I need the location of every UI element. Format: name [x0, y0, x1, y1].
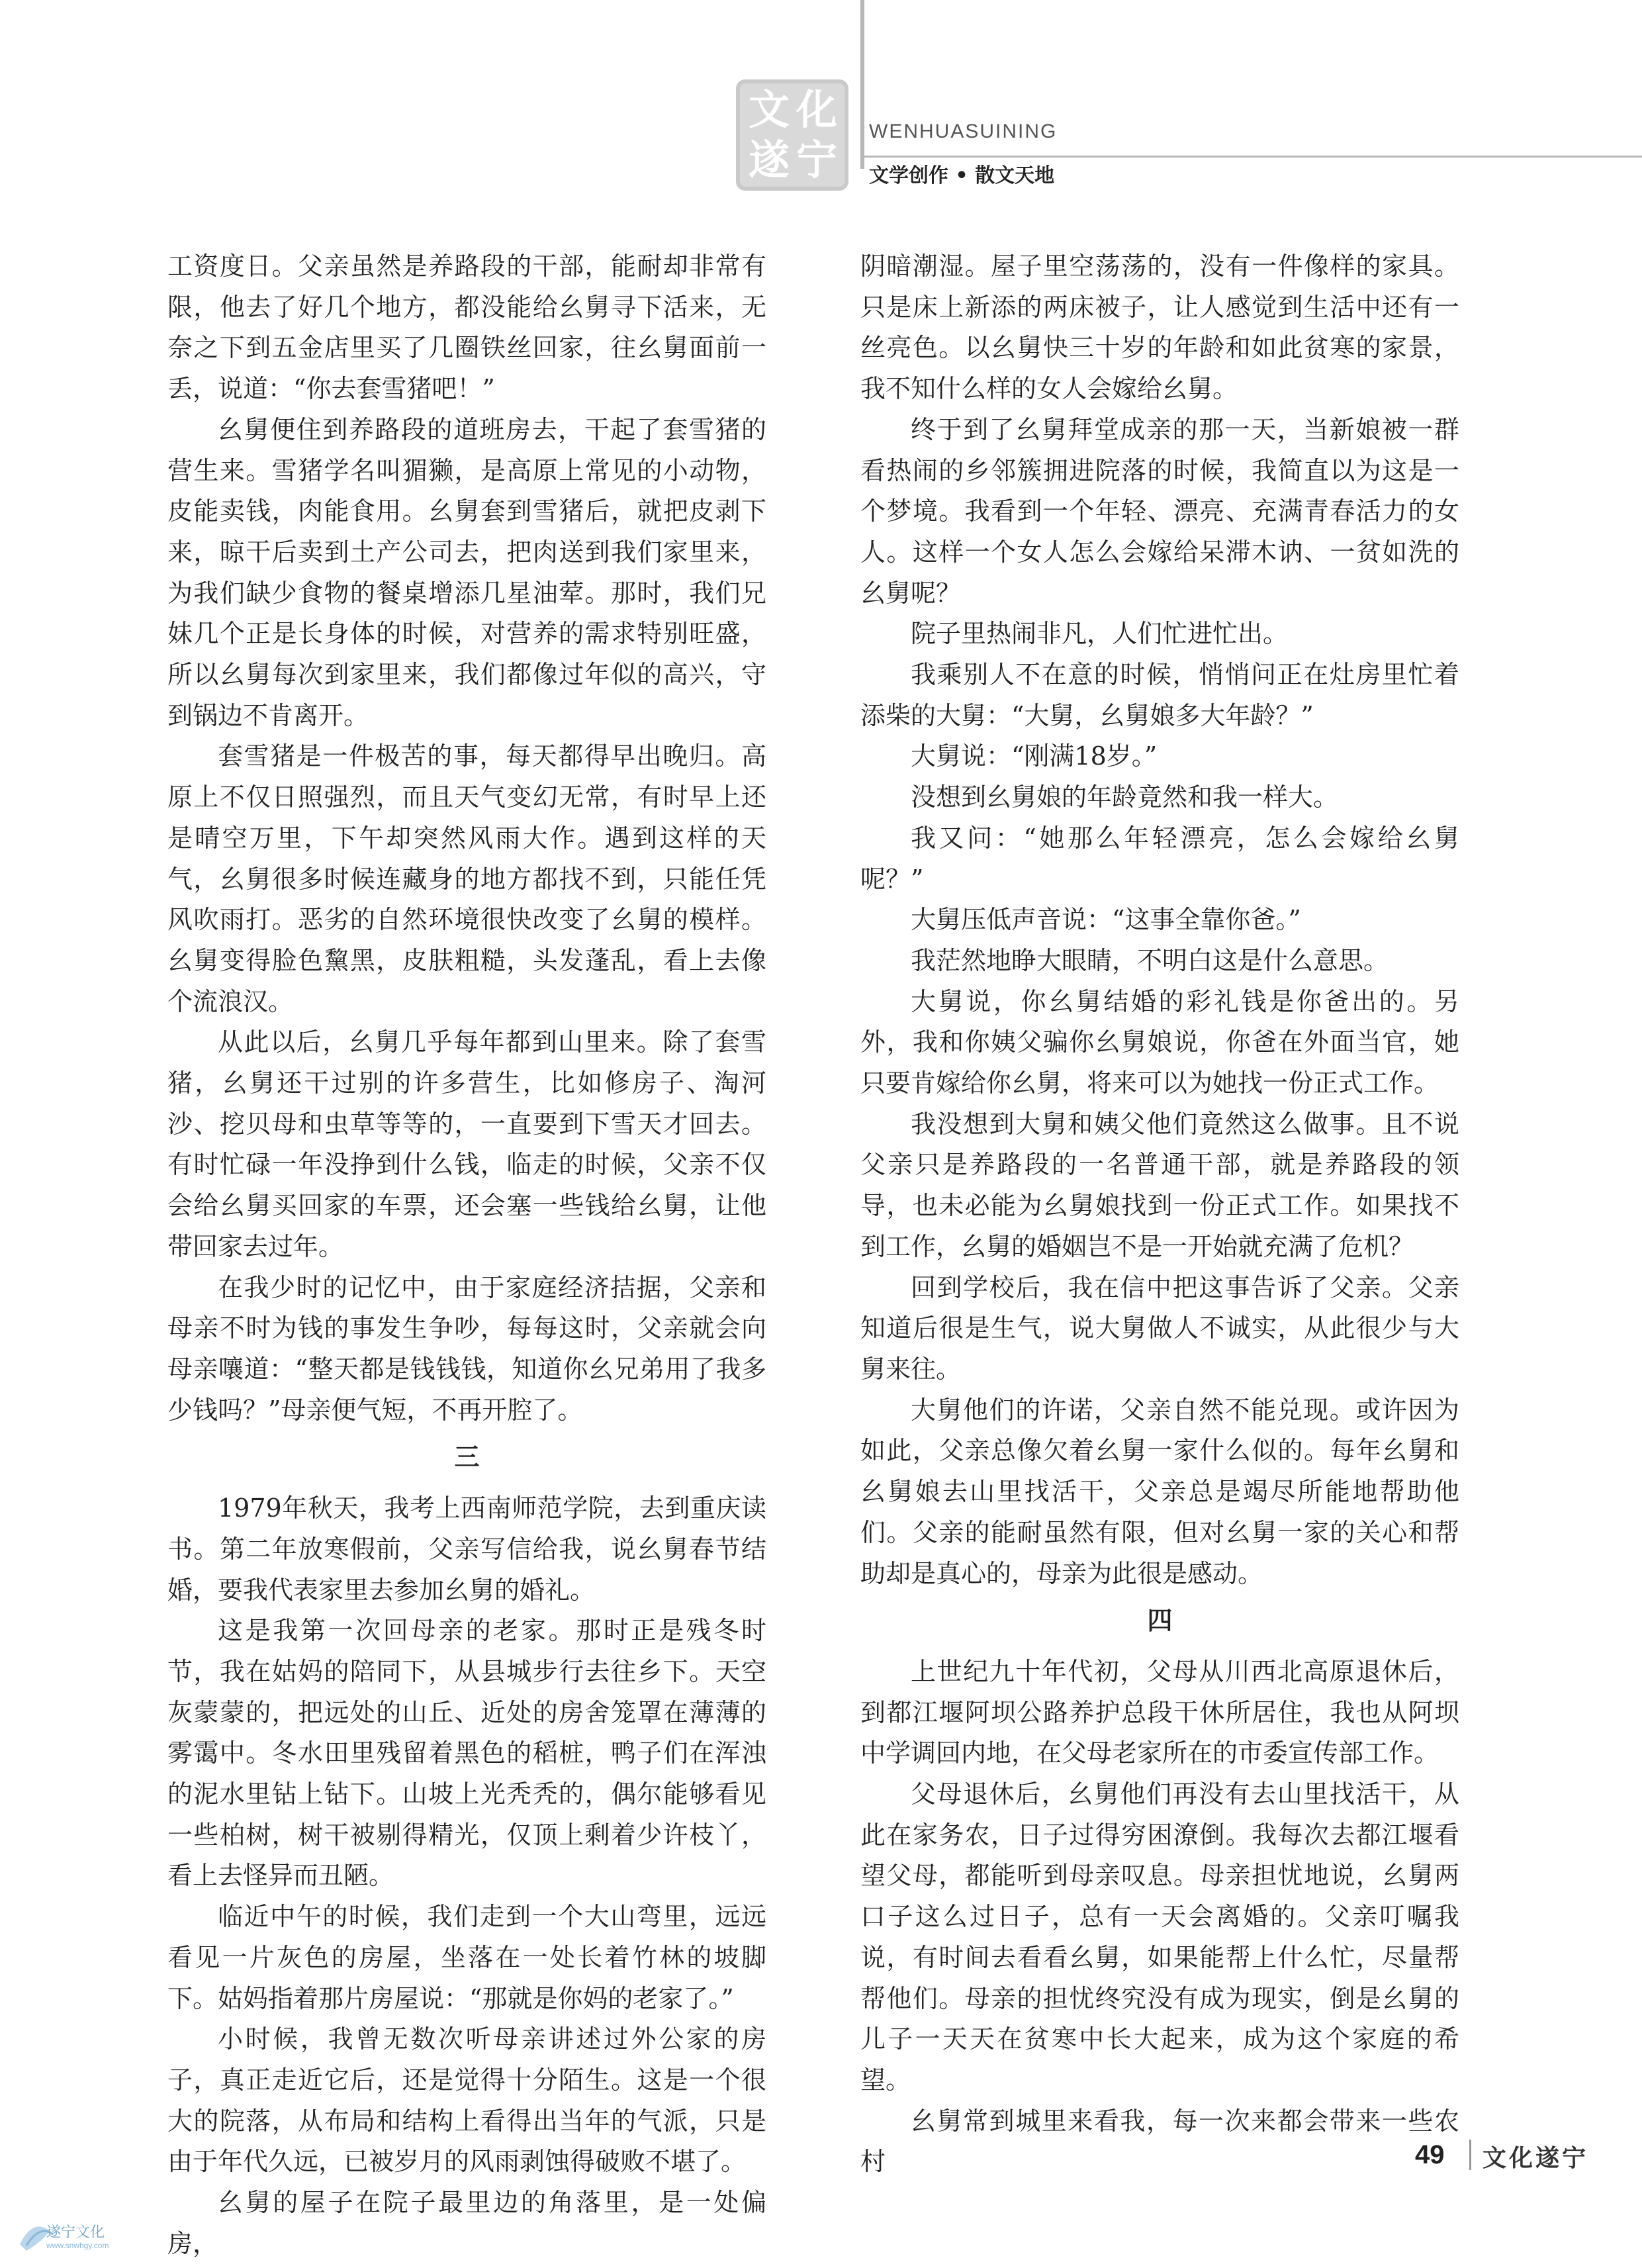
footer-divider [1469, 2140, 1471, 2170]
paragraph: 我没想到大舅和姨父他们竟然这么做事。且不说父亲只是养路段的一名普通干部，就是养路段的领导，也未必能为幺舅娘找到一份正式工作。如果找不到工作，幺舅的婚姻岂不是一开始就充满了危机？ [860, 1109, 1459, 1261]
paragraph: 我乘别人不在意的时候，悄悄问正在灶房里忙着添柴的大舅：“大舅，幺舅娘多大年龄？” [860, 660, 1459, 730]
paragraph: 从此以后，幺舅几乎每年都到山里来。除了套雪猪，幺舅还干过别的许多营生，比如修房子、淘河沙、挖贝母和虫草等等的，一直要到下雪天才回去。有时忙碌一年没挣到什么钱，临走的时候，父亲不仅会给幺舅买回家的车票，还会塞一些钱给幺舅，让他带回家去过年。 [167, 1027, 766, 1261]
paragraph: 父母退休后，幺舅他们再没有去山里找活干，从此在家务农，日子过得穷困潦倒。我每次去都江堰看望父母，都能听到母亲叹息。母亲担忧地说，幺舅两口子这么过日子，总有一天会离婚的。父亲叮嘱我说，有时间去看看幺舅，如果能帮上什么忙，尽量帮帮他们。母亲的担忧终究没有成为现实，倒是幺舅的儿子一天天在贫寒中长大起来，成为这个家庭的希望。 [860, 1779, 1459, 2095]
seal-char: 文 [748, 85, 790, 134]
paragraph: 大舅他们的许诺，父亲自然不能兑现。或许因为如此，父亲总像欠着幺舅一家什么似的。每年幺舅和幺舅娘去山里找活干，父亲总是竭尽所能地帮助他们。父亲的能耐虽然有限，但对幺舅一家的关心和帮助却是真心的，母亲为此很是感动。 [860, 1395, 1459, 1588]
paragraph: 终于到了幺舅拜堂成亲的那一天，当新娘被一群看热闹的乡邻簇拥进院落的时候，我简直以为这是一个梦境。我看到一个年轻、漂亮、充满青春活力的女人。这样一个女人怎么会嫁给呆滞木讷、一贫如洗的幺舅呢？ [860, 414, 1459, 608]
paragraph: 我又问：“她那么年轻漂亮，怎么会嫁给幺舅呢？” [860, 823, 1459, 894]
paragraph: 临近中午的时候，我们走到一个大山弯里，远远看见一片灰色的房屋，坐落在一处长着竹林的坡脚下。姑妈指着那片房屋说：“那就是你妈的老家了。” [167, 1902, 766, 2013]
section-label: 文学创作 • 散文天地 [869, 164, 1055, 187]
paragraph: 大舅说，你幺舅结婚的彩礼钱是你爸出的。另外，我和你姨父骗你幺舅娘说，你爸在外面当官，她只要肯嫁给你幺舅，将来可以为她找一份正式工作。 [860, 986, 1459, 1098]
seal-char: 化 [796, 85, 837, 134]
paragraph: 小时候，我曾无数次听母亲讲述过外公家的房子，真正走近它后，还是觉得十分陌生。这是一个很大的院落，从布局和结构上看得出当年的气派，只是由于年代久远，已被岁月的风雨剥蚀得破败不堪了。 [167, 2024, 766, 2177]
watermark-text: 遂宁文化 [46, 2224, 105, 2241]
paragraph: 没想到幺舅娘的年龄竟然和我一样大。 [911, 782, 1339, 812]
seal-char: 遂 [748, 136, 790, 184]
paragraph: 大舅说：“刚满18岁。” [911, 741, 1158, 771]
header-vertical-rule [860, 0, 864, 169]
paragraph: 1979年秋天，我考上西南师范学院，去到重庆读书。第二年放寒假前，父亲写信给我，说幺舅春节结婚，要我代表家里去参加幺舅的婚礼。 [167, 1493, 766, 1605]
paragraph: 幺舅常到城里来看我，每一次来都会带来一些农村 [860, 2106, 1459, 2177]
article-right-column [860, 246, 1459, 2183]
paragraph: 院子里热闹非凡，人们忙进忙出。 [911, 619, 1289, 649]
paragraph: 上世纪九十年代初，父母从川西北高原退休后，到都江堰阿坝公路养护总段干休所居住，我也从阿坝中学调回内地，在父母老家所在的市委宣传部工作。 [860, 1656, 1459, 1768]
header-horizontal-rule [864, 156, 1642, 158]
article-left-column [167, 246, 766, 2264]
paragraph: 大舅压低声音说：“这事全靠你爸。” [911, 905, 1301, 935]
paragraph: 这是我第一次回母亲的老家。那时正是残冬时节，我在姑妈的陪同下，从县城步行去往乡下。天空灰蒙蒙的，把远处的山丘、近处的房舍笼罩在薄薄的雾霭中。冬水田里残留着黑色的稻桩，鸭子们在浑浊的泥水里钻上钻下。山坡上光秃秃的，偶尔能够看见一些柏树，树干被剔得精光，仅顶上剩着少许枝丫，看上去怪异而丑陋。 [167, 1616, 766, 1891]
paragraph: 幺舅便住到养路段的道班房去，干起了套雪猪的营生来。雪猪学名叫猸獭，是高原上常见的小动物，皮能卖钱，肉能食用。幺舅套到雪猪后，就把皮剥下来，晾干后卖到土产公司去，把肉送到我们家里来，为我们缺少食物的餐桌增添几星油荤。那时，我们兄妹几个正是长身体的时候，对营养的需求特别旺盛，所以幺舅每次到家里来，我们都像过年似的高兴，守到锅边不肯离开。 [167, 414, 766, 730]
paragraph: 套雪猪是一件极苦的事，每天都得早出晚归。高原上不仅日照强烈，而且天气变幻无常，有时早上还是晴空万里，下午却突然风雨大作。遇到这样的天气，幺舅很多时候连藏身的地方都找不到，只能任凭风吹雨打。恶劣的自然环境很快改变了幺舅的模样。幺舅变得脸色黧黑，皮肤粗糙，头发蓬乱，看上去像个流浪汉。 [167, 741, 766, 1016]
page-number: 49 [1415, 2140, 1445, 2169]
paragraph: 阴暗潮湿。屋子里空荡荡的，没有一件像样的家具。只是床上新添的两床被子，让人感觉到生活中还有一丝亮色。以幺舅快三十岁的年龄和如此贫寒的家景，我不知什么样的女人会嫁给幺舅。 [860, 252, 1459, 404]
paragraph: 我茫然地睁大眼睛，不明白这是什么意思。 [911, 945, 1389, 975]
section-heading: 三 [454, 1442, 480, 1472]
magazine-seal-logo [736, 79, 848, 191]
footer-brand: 文化遂宁 [1482, 2144, 1589, 2172]
paragraph: 回到学校后，我在信中把这事告诉了父亲。父亲知道后很是生气，说大舅做人不诚实，从此很少与大舅来往。 [860, 1272, 1459, 1384]
paragraph: 在我少时的记忆中，由于家庭经济拮据，父亲和母亲不时为钱的事发生争吵，每每这时，父亲就会向母亲嚷道：“整天都是钱钱钱，知道你幺兄弟用了我多少钱吗？”母亲便气短，不再开腔了。 [167, 1272, 766, 1425]
section-heading: 四 [1147, 1606, 1173, 1636]
watermark-url: www.snwhgy.com [46, 2241, 109, 2250]
seal-char: 宁 [796, 136, 837, 184]
paragraph: 幺舅的屋子在院子最里边的角落里，是一处偏房， [167, 2188, 766, 2258]
brand-roman-title: WENHUASUINING [869, 120, 1058, 142]
paragraph: 工资度日。父亲虽然是养路段的干部，能耐却非常有限，他去了好几个地方，都没能给幺舅寻下活来，无奈之下到五金店里买了几圈铁丝回家，往幺舅面前一丢，说道：“你去套雪猪吧！” [167, 252, 766, 404]
